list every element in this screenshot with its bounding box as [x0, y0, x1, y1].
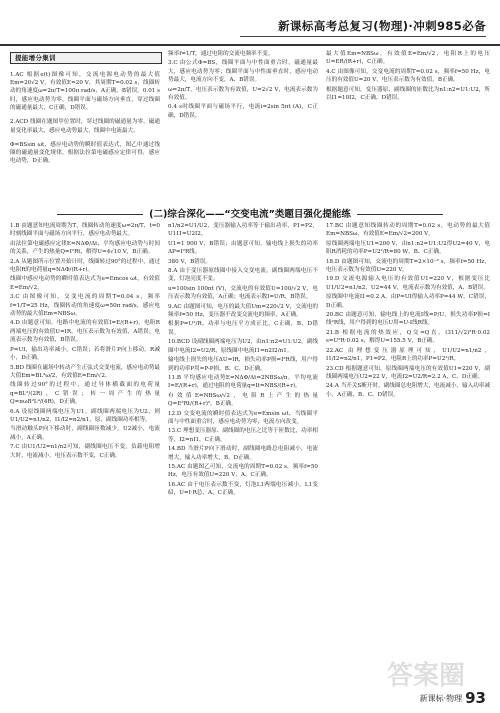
paragraph: 13.C 理想变压器原、副线圈的电压之比等于匝数比，功率相等，I2=nI1，C正确。 — [168, 428, 318, 443]
paragraph: 18.D 由题图可知，交流电的周期T=2×10⁻² s，频率f=50 Hz，电压表示数为有效值U=220 V。 — [326, 258, 490, 274]
paragraph: 15.AC 由题图乙可知，交流电的周期T=0.02 s，频率f=50 Hz，电压有效值U=220 V，A、C正确。 — [168, 463, 318, 479]
paragraph: 2.ACD 线圈在题图甲位置时，穿过线圈的磁通量为零，磁通量变化率最大，感应电动势最大，线圈中电流最大。 — [10, 119, 160, 134]
heading-rule-right — [357, 214, 443, 215]
page-footer — [420, 689, 486, 707]
top-column-right — [326, 50, 490, 200]
paragraph: 21.B 根据电流的热效应，Q交=Q直，(311/√2)²R·0.02 s=U²R·0.02 s，解得U=155.5 V，B正确。 — [326, 329, 490, 345]
footer-label: 新课标·物理 — [419, 694, 463, 703]
paragraph: ω=2π/T，电压表示数为有效值，U=2√2 V，电流表示数为有效值。 — [168, 86, 318, 102]
paragraph: P=UI，输出功率减小，C错误；若将滑片P向上移动，R减小，D正确。 — [10, 346, 160, 362]
paragraph: 8.A 由于变压器原线圈中接入交变电流，副线圈两端电压不变，灯泡亮度不变。 — [168, 268, 318, 283]
top-column-left — [10, 65, 160, 200]
paragraph: 最大值Em=NBSω，有效值E=Em/√2，电阻R上的电压U=ER/(R+r)，C正确。 — [326, 51, 490, 66]
paragraph: 线圈转过90°的过程中，通过导体横截面的电荷量q=BL²/(2R)，C错误；转一周产生的热量Q=πωB²L⁴/(4R)，D正确。 — [10, 382, 160, 406]
paragraph: 1.AC 根据e(t)图像可知，交流电源电动势的最大值Em=20√2 V，有效值E=20 V，其周期T=0.02 s，线圈转动的角速度ω=2π/T=100π rad/s，A正确，B错误。0.01 s时，感应电动势为零，线圈平面与磁场方向垂直，穿过线圈的磁通量最大，C正确，D错误。 — [10, 71, 160, 112]
paragraph: n1/n2=U1/U2，变压器输入功率等于输出功率，P1=P2，U1I1=U2I2。 — [168, 223, 318, 238]
paragraph: 17.BC 由题意知线圈转动的周期T=0.02 s，电动势的最大值Em=NBSω，有效值E=Em/√2=200 V。 — [326, 223, 490, 238]
paragraph: 23.CD 根据题意可知，原线圈两端电压的有效值U1=220 V，副线圈两端电压U2=22 V，电流I2=U2/R=2.2 A，C、D正确。 — [326, 365, 490, 380]
paragraph: 原线圈两端电压U1=200 V，由n1:n2=U1:U2得U2=40 V，电阻R消耗的功率P=U2²/R=80 W，B、C正确。 — [326, 240, 490, 256]
paragraph: 6.A 设原线圈两端电压为U1，副线圈两端电压为U2，则U1/U2=n1/n2，I1/I2=n2/n1，原、副线圈功率相等。 — [10, 408, 160, 423]
paragraph: 根据P=U²/R，功率与电压平方成正比，C正确，B、D错误。 — [168, 321, 318, 336]
header-title: 新课标高考总复习(物理)·冲刺985必备 — [278, 19, 486, 33]
paragraph: 原线圈中电流I1=0.2 A，由P=UI得输入功率P=44 W，C错误，D正确。 — [326, 294, 490, 309]
paragraph: 4.C 由图像可知，交变电流的周期T=0.02 s，频率f=50 Hz，电压的有效值U=20 V，电压表示数为有效值，B正确。 — [326, 68, 490, 84]
paragraph: 14.BD 当滑片P向下滑动时，副线圈电路总电阻减小，电流增大，输入功率增大，B、D正确。 — [168, 446, 318, 461]
paragraph: U1=1 900 V，B错误；由题意可知，输电线上损失的功率ΔP=I²R线。 — [168, 240, 318, 256]
section-heading — [0, 206, 500, 220]
paragraph: 20.BC 由题意可知，输电线上的电流I线=P/U，损失功率P损=I线²R线，用户得到的电压U用=U-I线R线。 — [326, 312, 490, 327]
paragraph: 1.B 由题意知电流周期为T，线圈转动角速度ω=2π/T，t=0时刻线圈平面与磁场方向平行，感应电动势最大。 — [10, 223, 160, 238]
paragraph: 12.D 交变电流的瞬时值表达式为e=Emsin ωt，当线圈平面与中性面重合时，感应电动势为零，电流方向改变。 — [168, 410, 318, 425]
main-column-middle — [168, 222, 318, 690]
paragraph: u=100sin 100πt (V)，交流电的有效值U=100/√2 V，电压表示数为有效值，A正确；电流表示数I=U/R，B错误。 — [168, 285, 318, 301]
paragraph: 3.C 由公式Φ=BS，线圈平面与中性面重合时，磁通量最大，感应电动势为零；线圈平面与中性面垂直时，感应电动势最大，电流方向不变，A、B错误。 — [168, 60, 318, 84]
paragraph: 由法拉第电磁感应定律E=NΔΦ/Δt，平均感应电动势与时间的关系，产生的热量Q=I²Rt，解得U=4√10 V，B正确。 — [10, 240, 160, 256]
paragraph: Φ=BSsin ωt，感应电动势的瞬时值表达式，图乙中通过线圈的磁通量变化规律，根据法拉第电磁感应定律可得，感应电动势，D正确。 — [10, 141, 160, 165]
paragraph: 22.AC 由理想变压器原理可知，U1/U2=n1/n2，I1/I2=n2/n1，P1=P2，电阻R上的功率P=U2²/R。 — [326, 347, 490, 363]
top-column-middle — [168, 50, 318, 200]
paragraph: 3.C 由图像可知，交变电流的周期T=0.04 s，频率f=1/T=25 Hz，线圈转动的角速度ω=50π rad/s，感应电动势的最大值Em=NBSω。 — [10, 294, 160, 318]
section-label-box — [10, 52, 162, 64]
heading-rule-left — [57, 214, 143, 215]
paragraph: 当滑动触头P向下移动时，副线圈匝数减少，U2减小，电流减小，A正确。 — [10, 426, 160, 441]
section-heading-text: (二)综合深化——“交变电流”类题目强化提能练 — [149, 209, 351, 220]
header-rule — [240, 36, 486, 37]
main-column-right — [326, 222, 490, 690]
watermark-text: 答案圈 — [386, 661, 466, 691]
paragraph: 输电线上损失的电压ΔU=IR，损失功率P损=I²R线，用户得到的功率P用=P-P损，B、C、D正确。 — [168, 357, 318, 372]
paragraph: 2.A 从题图所示位置开始计时，线圈转过90°的过程中，通过电阻R的电荷量q=NΔΦ/(R+r)。 — [10, 258, 160, 274]
watermark-logo — [366, 657, 486, 693]
paragraph: 10.BCD 设副线圈两端电压为U2，由n1:n2=U1:U2，副线圈中电流I2=U2/R，原线圈中电流I1=n2I2/n1。 — [168, 339, 318, 354]
paragraph: 16.AC 由于电压表示数不变，灯泡L1两端电压减小，L1变暗，U=I·R总，A、C正确。 — [168, 481, 318, 497]
paragraph: 19.D 交流电源输入电压的有效值U1=220 V，根据变压比U1/U2=n1/n2，U2=44 V，电流表示数为有效值，A、B错误。 — [326, 276, 490, 291]
paragraph: 0.4 s时线圈平面与磁场平行，电流i=2sin 5πt (A)，C正确，D错误。 — [168, 104, 318, 119]
paragraph: 有效值E=NBSω/√2，电阻R上产生的热量Q=E²Rt/(R+r)²，B正确。 — [168, 392, 318, 408]
paragraph: 4.D 由题意可知，电路中电流的有效值I=E/(R+r)，电阻R两端电压的有效值U=IR，电压表示数为有效值，A错误；电流表示数为有效值，B错误。 — [10, 320, 160, 344]
paragraph: 11.B 平均感应电动势E=NΔΦ/Δt=2NBSω/π，平均电流I=E/(R+r)，通过电阻的电荷量q=It=NBS/(R+r)。 — [168, 374, 318, 390]
paragraph: 9.AC 由题图可知，电压的最大值Um=220√2 V，交流电的频率f=50 Hz，变压器不改变交流电的频率，A正确。 — [168, 303, 318, 319]
page-header — [0, 0, 500, 46]
main-column-left — [10, 222, 160, 690]
paragraph: 7.C 由U1/U2=n1/n2可知，副线圈电压不变，负载电阻增大时，电流减小，电压表示数不变，C正确。 — [10, 444, 160, 459]
paragraph: 线圈中感应电动势的瞬时值表达式为e=Emcos ωt，有效值E=Em/√2。 — [10, 276, 160, 291]
paragraph: 5.BD 线圈在磁场中转动产生正弦式交变电流，感应电动势最大值Em=BL²ω/2，有效值E=Em/√2。 — [10, 364, 160, 379]
page-number: 93 — [465, 689, 486, 707]
paragraph: 380 V，B错误。 — [168, 258, 211, 265]
paragraph: 24.A 当开关S断开时，副线圈总电阻增大，电流减小，输入功率减小，A正确，B、C、D错误。 — [326, 383, 490, 398]
paragraph: 根据题意可知，变压器原、副线圈的匝数比为n1:n2=U1:U2，所以I1=10I2，C正确，D错误。 — [326, 86, 490, 102]
section-label: 提能增分集训 — [15, 54, 56, 62]
paragraph: 频率f=1/T，通过电阻的交流电频率不变。 — [168, 51, 274, 57]
